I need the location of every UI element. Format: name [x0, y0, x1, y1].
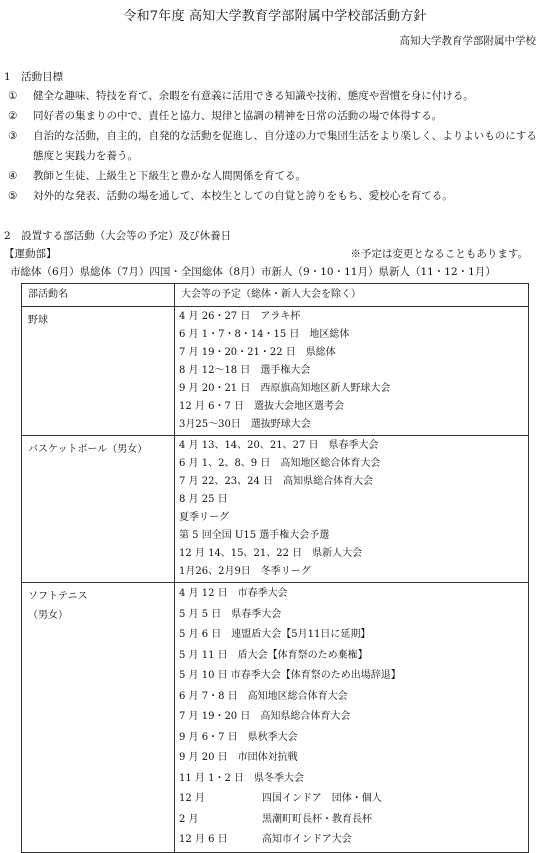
- tournament-summary: 市総体（6月）県総体（7月）四国・全国総体（8月）市新人（9・10・11月）県新人（11・12・1月）: [10, 266, 496, 278]
- page-title: 令和7年度 高知大学教育学部附属中学校部活動方針: [123, 9, 427, 24]
- table-header-row: [22, 284, 529, 307]
- goals-list: [8, 86, 543, 206]
- goal-text: 健全な趣味、特技を育て、余暇を有意義に活用できる知識や技術、態度や習慣を身に付ける。: [33, 90, 474, 102]
- event-line: 1月26、2月9日 冬季リーグ: [179, 566, 311, 577]
- club-name-cell: [22, 583, 175, 853]
- club-name-cell: [22, 307, 175, 436]
- section-heading-goals: 1 活動目標: [4, 71, 64, 83]
- table-row: [22, 436, 529, 583]
- table-row: [22, 307, 529, 436]
- section-heading-clubs: 2 設置する部活動（大会等の予定）及び休養日: [4, 230, 232, 242]
- event-name: 黒潮町町長杯・教育長杯: [262, 813, 372, 825]
- event-line: 9 月 20・21 日 西原旗高知地区新人野球大会: [179, 383, 391, 394]
- event-line: 5 月 6 日 連盟盾大会【5月11日に延期】: [179, 629, 371, 640]
- event-line: 3月25～30日 選抜野球大会: [179, 419, 311, 430]
- event-line: 5 月 11 日 盾大会【体育祭のため棄権】: [179, 649, 368, 661]
- table-row: [22, 583, 529, 853]
- event-line: 4 月 13、14、20、21、27 日 県春季大会: [179, 440, 379, 451]
- subheading-row: [4, 246, 544, 261]
- events-cell: [175, 436, 529, 583]
- event-line: 4 月 12 日 市春季大会: [179, 588, 288, 599]
- event-line: 8 月 25 日: [179, 494, 228, 505]
- event-name: 四国インドア 団体・個人: [262, 793, 382, 804]
- event-line: 7 月 19・20・21・22 日 県総体: [179, 347, 336, 358]
- event-line: [179, 789, 524, 810]
- event-line: [179, 810, 524, 831]
- event-line: 6 月 7・8 日 高知地区総合体育大会: [179, 690, 348, 702]
- event-line: 9 月 20 日 市団体対抗戦: [179, 752, 298, 763]
- goal-item: [8, 126, 543, 166]
- event-line: [179, 830, 524, 851]
- event-line: 12 月 6・7 日 選抜大会地区選考会: [179, 401, 344, 412]
- event-line: 第 5 回全国 U15 選手権大会予選: [179, 530, 330, 541]
- header-club-name: 部活動名: [22, 284, 175, 307]
- event-date: 12 月: [179, 793, 205, 804]
- event-line: 5 月 10 日 市春季大会【体育祭のため出場辞退】: [179, 670, 401, 681]
- header-schedule: 大会等の予定（総体・新人大会を除く）: [175, 284, 529, 307]
- goal-text: 対外的な発表、活動の場を通して、本校生としての自覚と誇りをもち、愛校心を育てる。: [33, 190, 453, 202]
- goal-number: ①: [8, 90, 18, 102]
- event-line: 7 月 22、23、24 日 高知県総合体育大会: [179, 476, 374, 487]
- event-date: 2 月: [179, 813, 199, 825]
- event-line: 12 月 14、15、21、22 日 県新人大会: [179, 548, 363, 559]
- event-line: 6 月 1、2、8、9 日 高知地区総合体育大会: [179, 458, 381, 469]
- event-line: 6 月 1・7・8・14・15 日 地区総体: [179, 329, 350, 340]
- event-line: 9 月 6・7 日 県秋季大会: [179, 731, 298, 743]
- club-name-cell: [22, 436, 175, 583]
- event-line: 11 月 1・2 日 県冬季大会: [179, 772, 304, 784]
- schedule-table: [21, 283, 529, 853]
- club-name: ソフトテニス: [28, 591, 88, 602]
- goal-item: [8, 86, 543, 106]
- goal-item: [8, 186, 543, 206]
- event-line: 7 月 19・20 日 高知県総合体育大会: [179, 711, 351, 722]
- schedule-note: ※予定は変更となることもあります。: [350, 248, 528, 260]
- goal-text: 教師と生徒、上級生と下級生と豊かな人間関係を育てる。: [33, 170, 306, 182]
- goal-item: [8, 166, 543, 186]
- events-cell: [175, 307, 529, 436]
- club-name: 野球: [28, 315, 48, 326]
- subheading-sports: 【運動部】: [4, 248, 57, 260]
- event-line: 夏季リーグ: [179, 512, 229, 523]
- event-line: 8 月 12～18 日 選手権大会: [179, 365, 311, 376]
- club-name: バスケットボール（男女）: [28, 444, 148, 455]
- goal-item: [8, 106, 543, 126]
- event-line: 5 月 5 日 県春季大会: [179, 608, 282, 620]
- goal-text: 自治的な活動，自主的，自発的な活動を促進し、自分達の力で集団生活をより楽しく、よりよいものにする態度と実践力を養う。: [33, 130, 537, 162]
- event-date: 12 月 6 日: [179, 834, 228, 845]
- goal-text: 同好者の集まりの中で、責任と協力、規律と協調の精神を日常の活動の場で体得する。: [33, 110, 443, 122]
- event-line: 4 月 26・27 日 アラキ杯: [179, 311, 301, 322]
- event-name: 高知市インドア大会: [262, 834, 352, 845]
- goal-number: ⑤: [8, 190, 18, 202]
- events-cell: [175, 583, 529, 853]
- goal-number: ④: [8, 170, 18, 182]
- club-name-suffix: （男女）: [28, 610, 68, 621]
- school-name: 高知大学教育学部附属中学校: [399, 35, 536, 47]
- goal-number: ②: [8, 110, 18, 122]
- goal-number: ③: [8, 130, 18, 142]
